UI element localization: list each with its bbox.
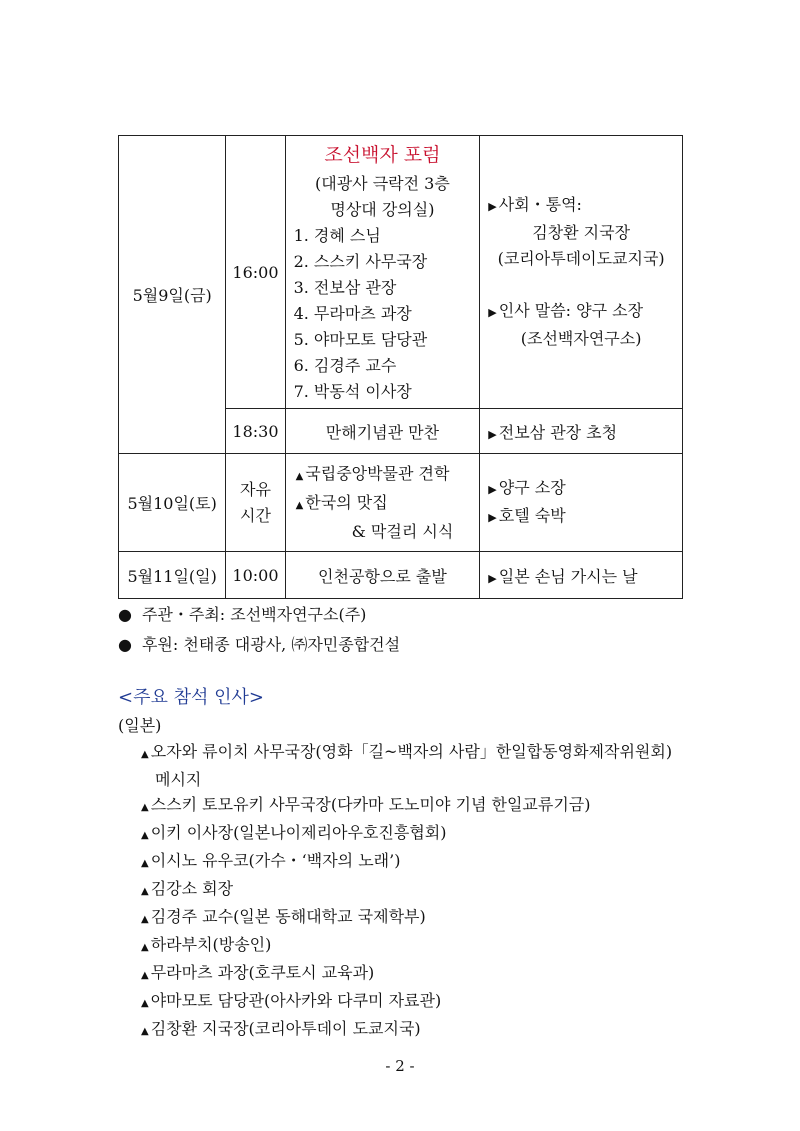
event-cell [285, 409, 480, 454]
note-text: (조선백자연구소) [520, 329, 642, 348]
triangle-up-icon: ▲ [141, 1026, 149, 1037]
attendee-group-label: (일본) [118, 716, 162, 735]
triangle-up-icon: ▲ [141, 886, 149, 897]
note-cell [480, 552, 683, 599]
table-row [119, 136, 683, 409]
triangle-right-icon: ▶ [488, 306, 497, 319]
triangle-up-icon: ▲ [141, 970, 149, 981]
section-title: <주요 참석 인사> [118, 687, 264, 708]
organizer-list [118, 600, 400, 660]
activity-cell [285, 454, 480, 552]
venue-line: (대광사 극락전 3층 [315, 173, 450, 193]
list-item [141, 932, 701, 960]
list-item [141, 820, 701, 848]
activity-text: 국립중앙박물관 견학 [305, 463, 450, 483]
panel-item: 7. 박동석 이사장 [293, 381, 412, 401]
schedule-table [118, 135, 683, 599]
triangle-up-icon: ▲ [141, 830, 149, 841]
panel-item: 6. 김경주 교수 [293, 355, 397, 375]
organizer-host: 주관・주최: 조선백자연구소(주) [141, 605, 367, 624]
triangle-up-icon: ▲ [141, 998, 149, 1009]
note-text: 사회・통역: [498, 195, 582, 214]
date-label: 5월9일(금) [132, 286, 212, 305]
page-number: - 2 - [385, 1057, 415, 1075]
time-label: 10:00 [232, 565, 279, 585]
triangle-right-icon: ▶ [488, 571, 497, 585]
triangle-right-icon: ▶ [488, 482, 497, 496]
bullet-icon: ● [118, 605, 132, 624]
panel-item: 3. 전보삼 관장 [293, 277, 397, 297]
list-item [141, 904, 701, 932]
note-text: 김창환 지국장 [532, 223, 631, 242]
note-cell [480, 454, 683, 552]
event-text: 인천공항으로 출발 [318, 566, 447, 586]
venue-line: 명상대 강의실) [330, 199, 435, 219]
time-label: 자유 [240, 479, 271, 499]
organizer-sponsor: 후원: 천태종 대광사, ㈜자민종합건설 [141, 635, 401, 654]
list-item: 메시지 [155, 770, 202, 789]
date-label: 5월11일(일) [127, 566, 217, 586]
triangle-right-icon: ▶ [488, 427, 497, 441]
attendee-text: 김창환 지국장(코리아투데이 도쿄지국) [150, 1019, 421, 1038]
attendee-text: 김강소 회장 [150, 879, 234, 898]
list-item [141, 739, 701, 767]
note-cell [480, 136, 683, 409]
date-cell [119, 136, 226, 454]
attendee-text: 김경주 교수(일본 동해대학교 국제학부) [150, 907, 426, 926]
list-item [141, 848, 701, 876]
triangle-up-icon: ▲ [295, 499, 304, 511]
attendee-text: 하라부치(방송인) [150, 935, 272, 954]
table-row [119, 454, 683, 552]
bullet-icon: ● [118, 635, 132, 654]
note-text: 호텔 숙박 [498, 505, 566, 525]
triangle-up-icon: ▲ [141, 802, 149, 813]
triangle-right-icon: ▶ [488, 510, 497, 524]
list-item [141, 988, 701, 1016]
attendee-text: 오자와 류이치 사무국장(영화「길~백자의 사람」한일합동영화제작위원회) [150, 742, 673, 761]
note-text: (코리아투데이도쿄지국) [497, 249, 665, 268]
event-text: 만해기념관 만찬 [325, 422, 440, 442]
triangle-up-icon: ▲ [141, 858, 149, 869]
activity-text: 한국의 맛집 [305, 492, 388, 512]
time-cell [226, 136, 285, 409]
note-text: 양구 소장 [498, 477, 566, 497]
list-item [141, 1016, 701, 1044]
attendee-text: 이키 이사장(일본나이제리아우호진흥협회) [150, 823, 447, 842]
panel-item: 2. 스스키 사무국장 [293, 251, 428, 271]
forum-cell [285, 136, 480, 409]
attendee-text: 야마모토 담당관(아사카와 다쿠미 자료관) [150, 991, 442, 1010]
time-label: 16:00 [232, 262, 279, 282]
panel-item: 5. 야마모토 담당관 [293, 329, 428, 349]
panel-item: 4. 무라마츠 과장 [293, 303, 412, 323]
attendee-text: 이시노 유우코(가수・‘백자의 노래’) [150, 851, 401, 870]
note-text: 인사 말씀: 양구 소장 [498, 301, 644, 320]
triangle-right-icon: ▶ [488, 200, 497, 213]
date-cell [119, 454, 226, 552]
forum-title: 조선백자 포럼 [324, 143, 441, 166]
triangle-up-icon: ▲ [141, 942, 149, 953]
triangle-up-icon: ▲ [141, 914, 149, 925]
date-label: 5월10일(토) [127, 494, 217, 513]
triangle-up-icon: ▲ [141, 749, 149, 760]
note-text: 일본 손님 가시는 날 [498, 566, 638, 586]
list-item [141, 876, 701, 904]
event-cell [285, 552, 480, 599]
table-row [119, 552, 683, 599]
note-cell [480, 409, 683, 454]
time-label: 시간 [240, 505, 271, 525]
list-item [141, 960, 701, 988]
time-cell [226, 552, 285, 599]
attendee-text: 스스키 토모유키 사무국장(다카마 도노미야 기념 한일교류기금) [150, 795, 591, 814]
triangle-up-icon: ▲ [295, 470, 304, 482]
time-cell [226, 409, 285, 454]
panel-item: 1. 경혜 스님 [293, 225, 381, 245]
list-item [141, 792, 701, 820]
time-cell [226, 454, 285, 552]
time-label: 18:30 [232, 421, 279, 441]
attendee-list [141, 739, 701, 1044]
date-cell [119, 552, 226, 599]
activity-text: & 막걸리 시식 [351, 521, 454, 541]
note-text: 전보삼 관장 초청 [498, 422, 618, 442]
attendee-text: 무라마츠 과장(호쿠토시 교육과) [150, 963, 375, 982]
